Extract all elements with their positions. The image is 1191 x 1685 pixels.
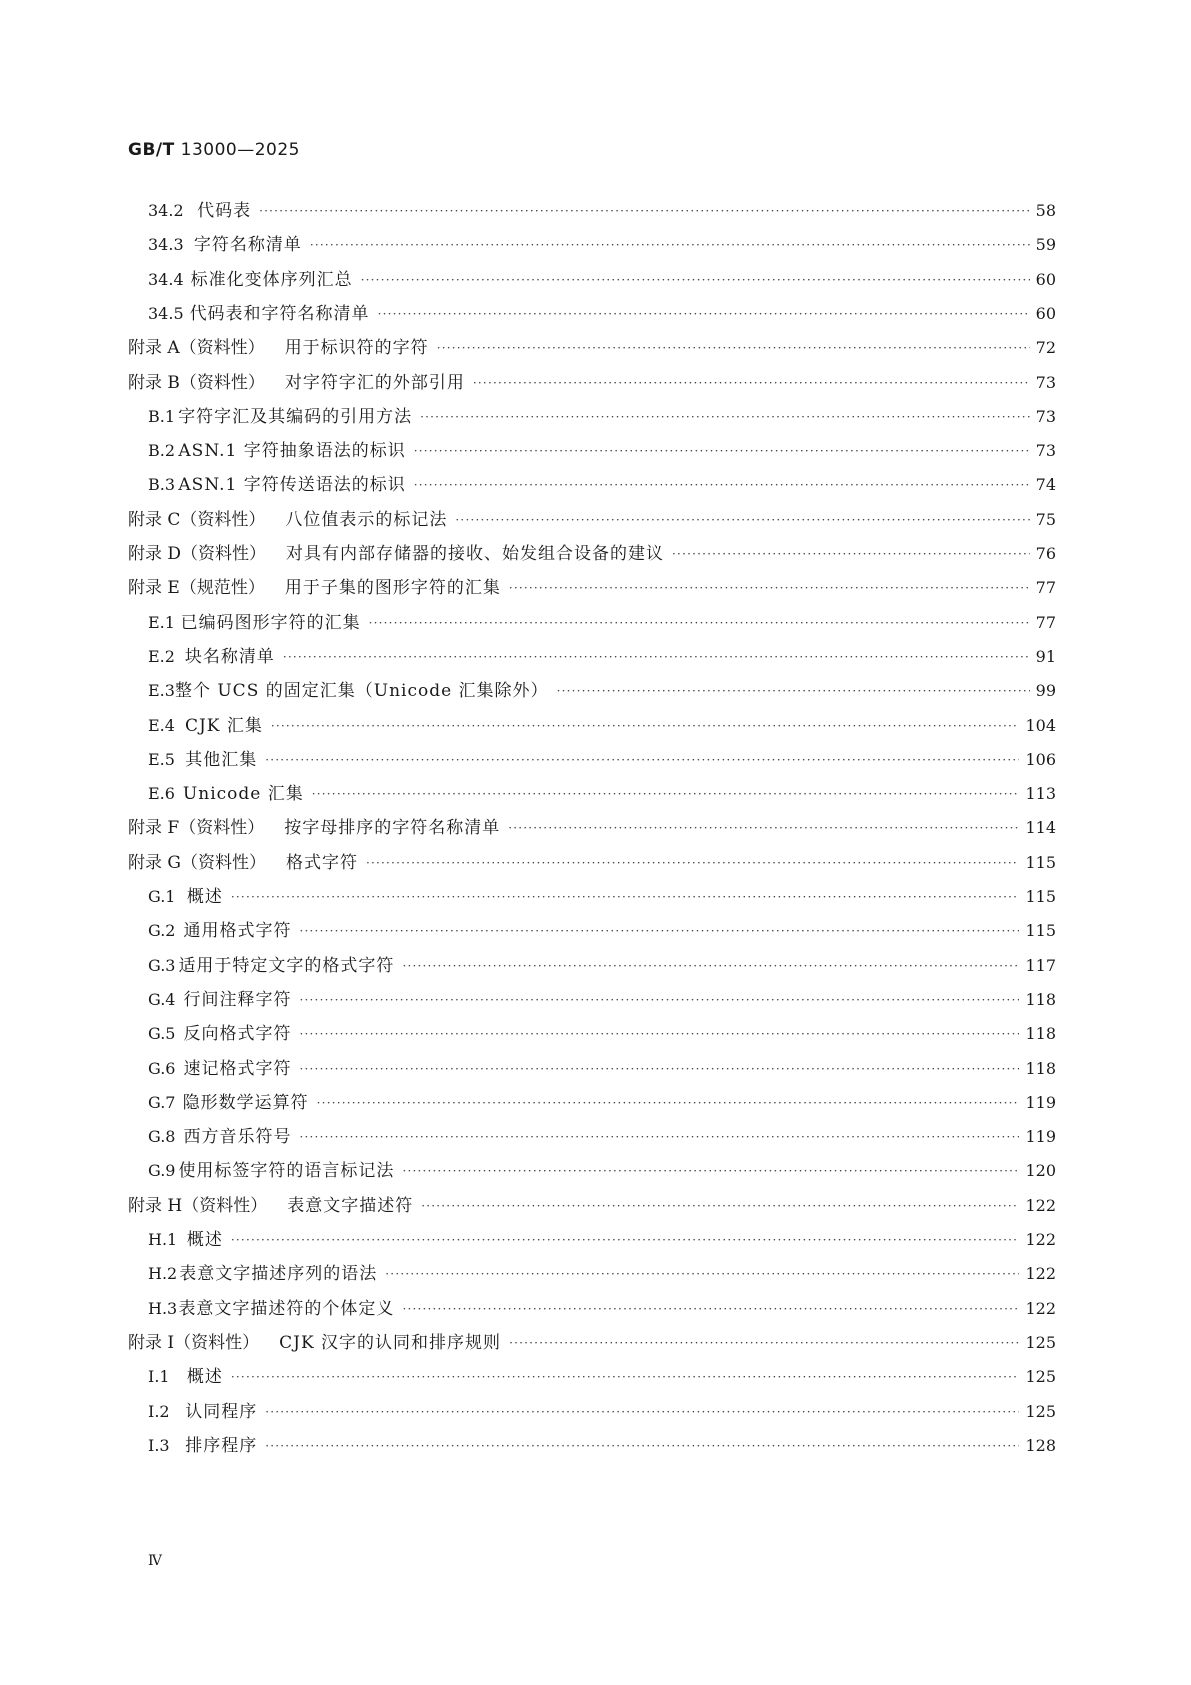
dot-leader (300, 1120, 1020, 1154)
toc-entry-page: 125 (1025, 1367, 1056, 1387)
dot-leader (437, 331, 1030, 365)
toc-entry[interactable] (148, 1052, 1056, 1086)
toc-entry-number: 34.2 (148, 201, 184, 220)
toc-entry-number: G.4 (148, 989, 176, 1009)
toc-entry-number: 附录 D（资料性） (128, 544, 267, 564)
toc-entry-title: 适用于特定文字的格式字符 (178, 955, 395, 976)
toc-entry-page: 120 (1025, 1161, 1056, 1181)
toc-entry[interactable] (148, 880, 1056, 914)
toc-entry-page: 122 (1025, 1264, 1056, 1284)
toc-entry-title: 用于子集的图形字符的汇集 (284, 578, 501, 599)
toc-entry-number: I.1 (148, 1367, 170, 1387)
toc-entry-page: 118 (1025, 1058, 1056, 1078)
toc-entry-title: 通用格式字符 (183, 921, 292, 942)
toc-entry-number: H.1 (148, 1230, 178, 1249)
dot-leader (420, 400, 1030, 434)
toc-entry-number: I.2 (148, 1401, 170, 1421)
toc-entry-page: 77 (1035, 612, 1056, 632)
toc-entry[interactable] (128, 811, 1056, 845)
dot-leader (378, 297, 1030, 331)
dot-leader (271, 709, 1020, 743)
toc-entry-number: E.2 (148, 646, 175, 666)
toc-entry-page: 106 (1025, 749, 1056, 769)
toc-entry[interactable] (148, 1395, 1056, 1429)
toc-entry-title: 概述 (186, 887, 223, 907)
toc-entry[interactable] (128, 503, 1056, 537)
dot-leader (455, 503, 1029, 537)
toc-entry-page: 91 (1035, 646, 1056, 666)
toc-entry[interactable] (148, 1257, 1056, 1291)
dot-leader (231, 1223, 1020, 1257)
toc-entry-number: E.5 (148, 749, 175, 769)
toc-entry-page: 113 (1025, 784, 1056, 804)
toc-entry-number: G.3 (148, 955, 176, 975)
toc-entry[interactable] (148, 640, 1056, 674)
toc-entry[interactable] (128, 331, 1056, 365)
toc-entry-number: B.3 (148, 475, 176, 495)
toc-entry-number: G.9 (148, 1161, 176, 1181)
toc-entry[interactable] (148, 1223, 1056, 1257)
toc-entry-page: 117 (1025, 955, 1056, 975)
toc-entry-title: 按字母排序的字符名称清单 (284, 818, 501, 839)
dot-leader (231, 1360, 1020, 1394)
toc-entry[interactable] (148, 297, 1056, 331)
toc-entry-page: 99 (1035, 681, 1056, 701)
toc-entry-title: 对字符字汇的外部引用 (284, 372, 465, 393)
toc-entry[interactable] (148, 194, 1056, 228)
toc-entry-page: 59 (1035, 235, 1056, 255)
dot-leader (414, 434, 1030, 468)
dot-leader (402, 1292, 1019, 1326)
toc-entry-page: 73 (1035, 372, 1056, 392)
toc-entry-number: 附录 C（资料性） (128, 509, 266, 530)
toc-entry[interactable] (148, 914, 1056, 948)
toc-entry-page: 125 (1025, 1401, 1056, 1421)
standard-code: GB/T (128, 140, 175, 160)
toc-entry-title: 块名称清单 (184, 646, 275, 667)
dot-leader (557, 674, 1030, 708)
toc-entry[interactable] (148, 1086, 1056, 1120)
toc-entry[interactable] (148, 468, 1056, 502)
toc-entry[interactable] (148, 674, 1056, 708)
dot-leader (509, 1326, 1019, 1360)
dot-leader (402, 949, 1019, 983)
toc-entry-number: G.8 (148, 1127, 176, 1147)
toc-entry-title: 整个 UCS 的固定汇集（Unicode 汇集除外） (174, 681, 549, 702)
toc-entry-number: G.7 (148, 1092, 176, 1112)
toc-entry-page: 104 (1025, 715, 1056, 735)
toc-entry-number: E.4 (148, 715, 175, 735)
toc-entry-title: 隐形数学运算符 (182, 1092, 309, 1113)
toc-entry-title: 标准化变体序列汇总 (190, 269, 353, 290)
toc-entry-number: G.2 (148, 921, 176, 941)
dot-leader (414, 468, 1030, 502)
toc-entry-title: 表意文字描述符 (287, 1195, 414, 1216)
toc-entry[interactable] (148, 709, 1056, 743)
toc-entry-page: 125 (1025, 1332, 1056, 1352)
toc-entry-number: H.3 (148, 1298, 178, 1318)
dot-leader (366, 846, 1019, 880)
toc-entry-title: 代码表 (197, 201, 252, 221)
toc-entry-page: 119 (1025, 1092, 1056, 1112)
dot-leader (473, 366, 1030, 400)
page-number: Ⅳ (148, 1553, 162, 1569)
toc-entry-number: G.5 (148, 1024, 176, 1044)
toc-entry-page: 73 (1035, 406, 1056, 426)
toc-entry-title: 已编码图形字符的汇集 (180, 612, 361, 633)
toc-entry-title: 字符字汇及其编码的引用方法 (178, 406, 413, 427)
toc-entry[interactable] (148, 228, 1056, 262)
toc-entry-number: H.2 (148, 1264, 178, 1284)
toc-entry-page: 60 (1035, 269, 1056, 289)
dot-leader (317, 1086, 1020, 1120)
toc-entry[interactable] (128, 571, 1056, 605)
toc-entry[interactable] (148, 983, 1056, 1017)
toc-entry[interactable] (128, 1326, 1056, 1360)
toc-entry-page: 122 (1025, 1298, 1056, 1318)
toc-entry-page: 75 (1035, 509, 1056, 529)
toc-entry-number: I.3 (148, 1435, 170, 1455)
dot-leader (300, 983, 1020, 1017)
toc-entry-number: 附录 A（资料性） (128, 338, 265, 359)
toc-entry[interactable] (128, 1189, 1056, 1223)
toc-entry-number: 附录 I（资料性） (128, 1332, 260, 1353)
dot-leader (265, 743, 1019, 777)
toc-entry-title: 八位值表示的标记法 (285, 509, 448, 530)
toc-entry-title: 字符名称清单 (193, 235, 302, 256)
toc-entry-title: 用于标识符的字符 (284, 338, 429, 359)
toc-entry-number: E.6 (148, 784, 175, 804)
toc-entry-title: 排序程序 (185, 1435, 258, 1456)
toc-entry-title: 格式字符 (285, 852, 358, 873)
toc-entry-page: 115 (1025, 852, 1056, 872)
toc-entry-page: 77 (1035, 578, 1056, 598)
toc-entry-title: CJK 汉字的认同和排序规则 (279, 1332, 502, 1353)
toc-entry-number: G.6 (148, 1058, 176, 1078)
toc-entry-page: 122 (1025, 1195, 1056, 1215)
toc-entry-page: 73 (1035, 441, 1056, 461)
toc-entry-page: 60 (1035, 303, 1056, 323)
toc-entry-title: ASN.1 字符抽象语法的标识 (178, 441, 406, 462)
dot-leader (300, 1017, 1020, 1051)
dot-leader (672, 537, 1030, 571)
toc-entry-title: 代码表和字符名称清单 (189, 303, 370, 324)
toc-entry-title: 表意文字描述符的个体定义 (178, 1298, 395, 1319)
toc-entry-title: Unicode 汇集 (182, 784, 304, 805)
dot-leader (283, 640, 1030, 674)
dot-leader (385, 1257, 1019, 1291)
toc-entry-page: 115 (1025, 921, 1056, 941)
toc-entry[interactable] (148, 1292, 1056, 1326)
toc-entry[interactable] (148, 1360, 1056, 1394)
dot-leader (312, 777, 1020, 811)
dot-leader (300, 1052, 1020, 1086)
toc-entry-number: 附录 F（资料性） (128, 818, 265, 839)
toc-entry[interactable] (148, 1429, 1056, 1463)
toc-entry[interactable] (148, 434, 1056, 468)
toc-entry-title: ASN.1 字符传送语法的标识 (178, 475, 406, 496)
dot-leader (402, 1154, 1019, 1188)
toc-entry-page: 114 (1025, 818, 1056, 838)
toc-entry[interactable] (128, 846, 1056, 880)
toc-entry[interactable] (148, 263, 1056, 297)
toc-entry-page: 115 (1025, 887, 1056, 906)
toc-entry[interactable] (148, 606, 1056, 640)
toc-entry-page: 119 (1025, 1127, 1056, 1147)
toc-entry[interactable] (148, 1154, 1056, 1188)
toc-entry-number: 34.5 (148, 303, 184, 323)
dot-leader (509, 571, 1030, 605)
toc-entry[interactable] (148, 1120, 1056, 1154)
document-header (128, 140, 300, 160)
toc-entry[interactable] (148, 777, 1056, 811)
toc-entry-number: 附录 G（资料性） (128, 852, 266, 873)
toc-entry[interactable] (128, 366, 1056, 400)
toc-entry-number: 34.3 (148, 235, 184, 255)
toc-entry-number: 附录 H（资料性） (128, 1195, 268, 1216)
toc-entry-title: 认同程序 (185, 1401, 258, 1422)
toc-entry-number: B.2 (148, 441, 176, 461)
dot-leader (421, 1189, 1019, 1223)
dot-leader (300, 914, 1020, 948)
dot-leader (508, 811, 1019, 845)
toc-entry-number: G.1 (148, 887, 176, 906)
toc-entry-title: 概述 (186, 1230, 223, 1250)
dot-leader (361, 263, 1030, 297)
toc-entry-title: 行间注释字符 (183, 989, 292, 1010)
dot-leader (259, 194, 1030, 228)
toc-entry-page: 72 (1035, 338, 1056, 358)
toc-entry-page: 118 (1025, 1024, 1056, 1044)
toc-entry-number: 附录 B（资料性） (128, 372, 265, 393)
toc-entry-page: 58 (1035, 201, 1056, 220)
dot-leader (369, 606, 1030, 640)
toc-entry-page: 76 (1035, 544, 1056, 563)
toc-entry-number: E.1 (148, 612, 175, 632)
toc-entry-title: 西方音乐符号 (183, 1127, 292, 1148)
toc-entry-title: 概述 (186, 1367, 223, 1388)
toc-entry-title: 反向格式字符 (183, 1024, 292, 1045)
toc-entry-title: 使用标签字符的语言标记法 (178, 1161, 395, 1182)
toc-entry-page: 122 (1025, 1230, 1056, 1249)
toc-entry[interactable] (148, 949, 1056, 983)
toc-entry[interactable] (148, 400, 1056, 434)
toc-entry-title: 表意文字描述序列的语法 (179, 1264, 378, 1285)
dot-leader (231, 880, 1020, 914)
toc-entry-number: B.1 (148, 406, 176, 426)
toc-entry[interactable] (148, 1017, 1056, 1051)
dot-leader (265, 1395, 1019, 1429)
toc-entry-number: 34.4 (148, 269, 184, 289)
toc-entry-page: 118 (1025, 989, 1056, 1009)
toc-entry-number: 附录 E（规范性） (128, 578, 265, 599)
dot-leader (265, 1429, 1019, 1463)
toc-entry-title: 其他汇集 (185, 749, 258, 770)
toc-entry[interactable] (148, 743, 1056, 777)
toc-entry-number: E.3 (148, 681, 175, 701)
toc-entry-title: 速记格式字符 (183, 1058, 292, 1079)
toc-entry-page: 74 (1035, 475, 1056, 495)
standard-number: 13000—2025 (180, 140, 300, 160)
toc-entry[interactable] (128, 537, 1056, 571)
dot-leader (310, 228, 1030, 262)
toc-entry-title: CJK 汇集 (184, 715, 263, 736)
toc-entry-page: 128 (1025, 1435, 1056, 1455)
toc-entry-title: 对具有内部存储器的接收、始发组合设备的建议 (286, 544, 665, 564)
